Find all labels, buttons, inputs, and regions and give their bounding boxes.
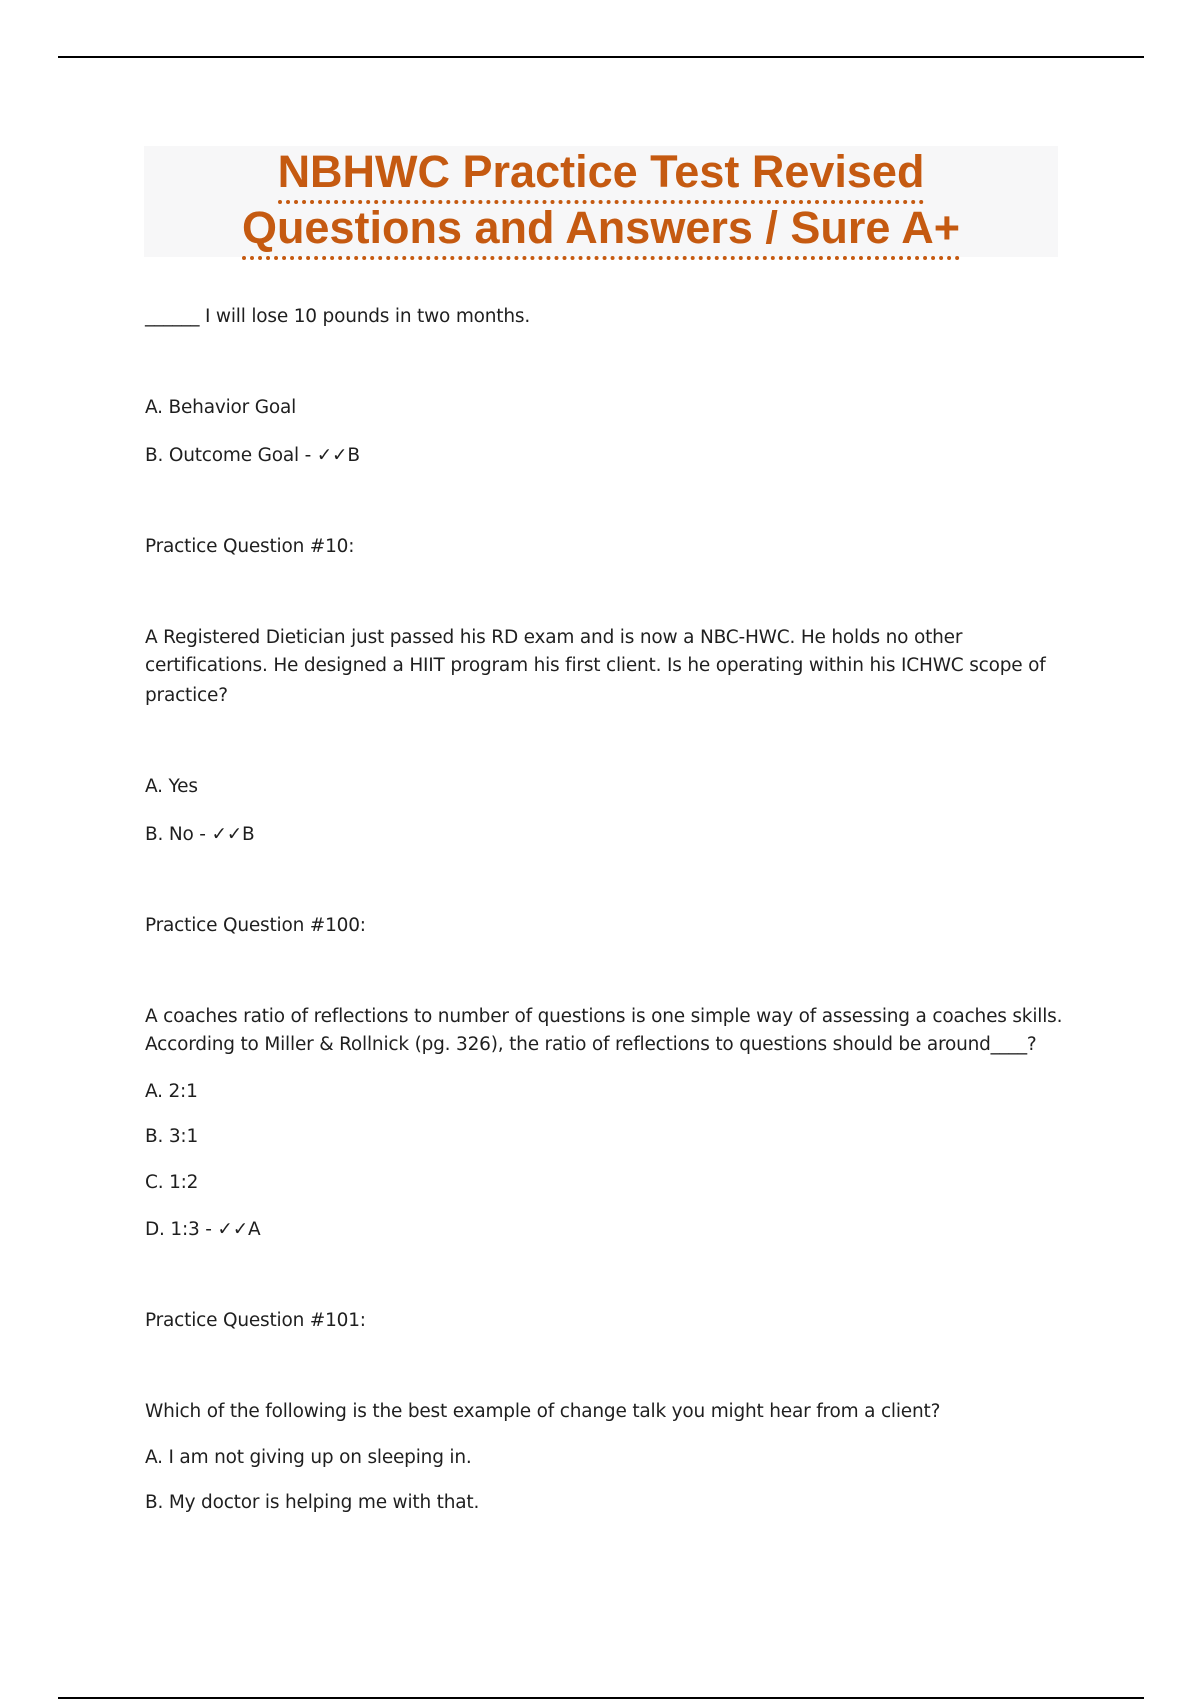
question-stem-101: Which of the following is the best example of change talk you might hear from a client? bbox=[145, 1401, 941, 1422]
question-stem-100-line-2: According to Miller & Rollnick (pg. 326), the ratio of reflections to questions should be around____? bbox=[145, 1034, 1037, 1055]
question-stem-100-line-1: A coaches ratio of reflections to number of questions is one simple way of assessing a coaches skills. bbox=[145, 1006, 1063, 1027]
question-heading-101: Practice Question #101: bbox=[145, 1310, 366, 1331]
option-a-2-1: A. 2:1 bbox=[145, 1081, 198, 1102]
document-title-line-2: Questions and Answers / Sure A+ bbox=[242, 200, 960, 260]
option-a-behavior-goal: A. Behavior Goal bbox=[145, 397, 297, 418]
option-a-sleeping-in: A. I am not giving up on sleeping in. bbox=[145, 1447, 472, 1468]
question-heading-10: Practice Question #10: bbox=[145, 536, 355, 557]
question-stem-outcome: ______ I will lose 10 pounds in two months. bbox=[145, 306, 530, 327]
option-b-3-1: B. 3:1 bbox=[145, 1126, 199, 1147]
option-b-no: B. No - ✓✓B bbox=[145, 824, 255, 845]
option-d-1-3: D. 1:3 - ✓✓A bbox=[145, 1219, 261, 1240]
header-rule bbox=[58, 56, 1144, 58]
question-stem-10-line-2: certifications. He designed a HIIT program his first client. Is he operating within his ICHWC scope of bbox=[145, 655, 1046, 676]
option-a-yes: A. Yes bbox=[145, 776, 198, 797]
option-b-doctor-helping: B. My doctor is helping me with that. bbox=[145, 1492, 480, 1513]
option-b-outcome-goal: B. Outcome Goal - ✓✓B bbox=[145, 445, 360, 466]
question-stem-10-line-3: practice? bbox=[145, 685, 228, 706]
question-heading-100: Practice Question #100: bbox=[145, 915, 366, 936]
title-block bbox=[144, 146, 1058, 257]
document-title-line-1: NBHWC Practice Test Revised bbox=[278, 144, 925, 204]
option-c-1-2: C. 1:2 bbox=[145, 1172, 199, 1193]
question-stem-10-line-1: A Registered Dietician just passed his RD exam and is now a NBC-HWC. He holds no other bbox=[145, 627, 963, 648]
footer-rule bbox=[58, 1697, 1144, 1699]
